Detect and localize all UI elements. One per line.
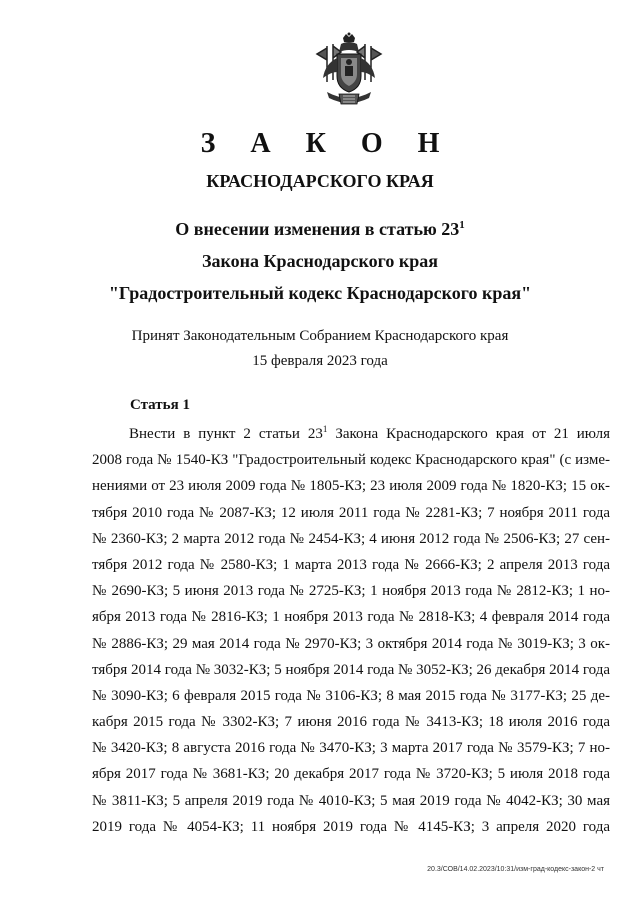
body-line: кабря 2015 года № 3302-КЗ; 7 июня 2016 года № 3413-КЗ; 18 июля 2016 года	[92, 714, 610, 731]
coat-of-arms-icon	[313, 32, 385, 110]
body-line: 2019 года № 4054-КЗ; 11 ноября 2019 года № 4145-КЗ; 3 апреля 2020 года	[92, 818, 610, 835]
heading-line-2: Закона Краснодарского края	[202, 251, 438, 271]
body-line: ября 2013 года № 2816-КЗ; 1 ноября 2013 года № 2818-КЗ; 4 февраля 2014 года	[92, 609, 610, 626]
body-line: № 2886-КЗ; 29 мая 2014 года № 2970-КЗ; 3 октября 2014 года № 3019-КЗ; 3 ок-	[92, 635, 610, 652]
heading-line-3: "Градостроительный кодекс Краснодарского края"	[108, 283, 532, 303]
body-line: № 3811-КЗ; 5 апреля 2019 года № 4010-КЗ; 5 мая 2019 года № 4042-КЗ; 30 мая	[92, 792, 610, 809]
body-line: 2008 года № 1540-КЗ "Градостроительный кодекс Краснодарского края" (с изме-	[92, 452, 610, 469]
body-line: тября 2014 года № 3032-КЗ; 5 ноября 2014 года № 3052-КЗ; 26 декабря 2014 года	[92, 661, 610, 678]
heading-line-1-text: О внесении изменения в статью 23	[175, 219, 460, 239]
body-line-first	[92, 421, 610, 447]
article-title: Статья 1	[130, 397, 190, 413]
footer-file-code: 20.3/СОВ/14.02.2023/10:31/изм-град-кодекс-закон-2 чт	[427, 866, 604, 873]
body-line: тября 2012 года № 2580-КЗ; 1 марта 2013 года № 2666-КЗ; 2 апреля 2013 года	[92, 556, 610, 573]
body-line: № 3420-КЗ; 8 августа 2016 года № 3470-КЗ; 3 марта 2017 года № 3579-КЗ; 7 но-	[92, 740, 610, 757]
body-superscript: 1	[322, 424, 328, 434]
body-line: № 2690-КЗ; 5 июня 2013 года № 2725-КЗ; 1 ноября 2013 года № 2812-КЗ; 1 но-	[92, 583, 610, 600]
heading-superscript: 1	[459, 219, 465, 231]
body-line: тября 2010 года № 2087-КЗ; 12 июля 2011 года № 2281-КЗ; 7 ноября 2011 года	[92, 504, 610, 521]
law-title: З А К О Н	[200, 128, 454, 159]
adopted-date: 15 февраля 2023 года	[252, 353, 388, 369]
article-body	[92, 421, 610, 840]
body-line: нениями от 23 июля 2009 года № 1805-КЗ; 23 июля 2009 года № 1820-КЗ; 15 ок-	[92, 478, 610, 495]
body-line: ября 2017 года № 3681-КЗ; 20 декабря 2017 года № 3720-КЗ; 5 июля 2018 года	[92, 766, 610, 783]
body-line: № 3090-КЗ; 6 февраля 2015 года № 3106-КЗ; 8 мая 2015 года № 3177-КЗ; 25 де-	[92, 687, 610, 704]
body-line-first-b: Закона Краснодарского края от 21 июля	[327, 426, 610, 442]
body-line: № 2360-КЗ; 2 марта 2012 года № 2454-КЗ; 4 июня 2012 года № 2506-КЗ; 27 сен-	[92, 530, 610, 547]
body-line-first-a: Внести в пункт 2 статьи 23	[129, 426, 323, 442]
law-subtitle: КРАСНОДАРСКОГО КРАЯ	[206, 171, 434, 191]
adopted-by: Принят Законодательным Собранием Краснодарского края	[131, 328, 509, 344]
heading-line-1	[0, 219, 640, 240]
